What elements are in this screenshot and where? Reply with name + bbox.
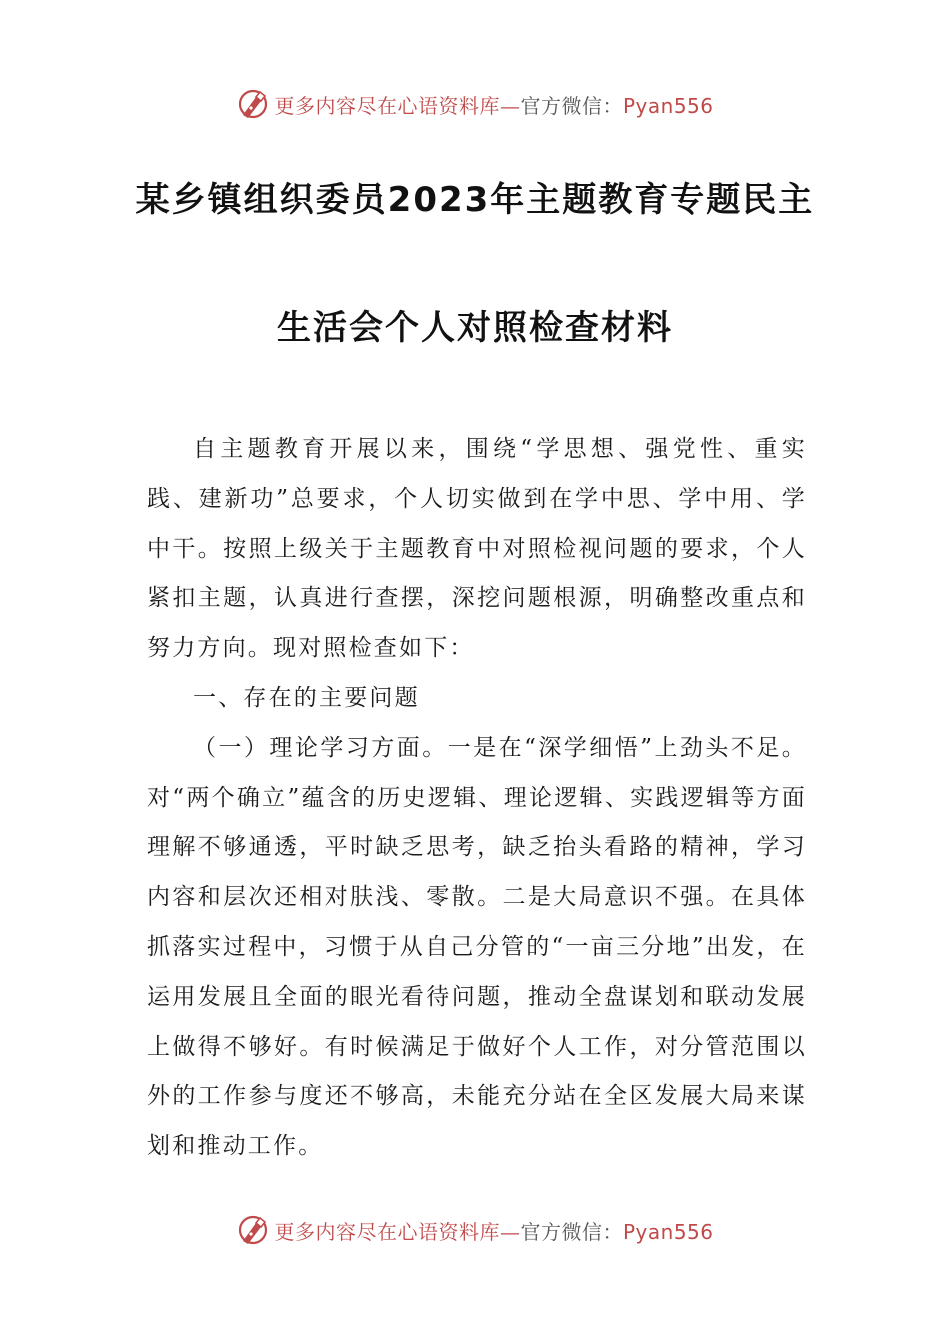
- pen-nib-circle-icon: [236, 87, 270, 121]
- document-body: [147, 425, 807, 1172]
- watermark-dash: —: [499, 93, 521, 118]
- document-title-line-2: 生活会个人对照检查材料: [277, 308, 673, 348]
- watermark-main-text: 更多内容尽在心语资料库: [274, 1219, 500, 1244]
- watermark-text: [274, 90, 713, 119]
- document-title-line-1: 某乡镇组织委员2023年主题教育专题民主: [135, 180, 815, 220]
- pen-nib-circle-icon: [236, 1213, 270, 1247]
- watermark-main-text: 更多内容尽在心语资料库: [274, 93, 500, 118]
- watermark-wechat-id: Pyan556: [622, 1219, 714, 1244]
- watermark-dash: —: [499, 1219, 521, 1244]
- watermark-wechat-id: Pyan556: [622, 93, 714, 118]
- watermark-text: [274, 1216, 713, 1245]
- header-watermark: [0, 84, 950, 124]
- intro-paragraph: 自主题教育开展以来，围绕“学思想、强党性、重实践、建新功”总要求，个人切实做到在学中思、学中用、学中干。按照上级关于主题教育中对照检视问题的要求，个人紧扣主题，认真进行查摆，深挖问题根源，明确整改重点和努力方向。现对照检查如下：: [147, 436, 807, 662]
- section-heading: 一、存在的主要问题: [193, 684, 420, 711]
- theory-study-paragraph: （一）理论学习方面。一是在“深学细悟”上劲头不足。对“两个确立”蕴含的历史逻辑、理论逻辑、实践逻辑等方面理解不够通透，平时缺乏思考，缺乏抬头看路的精神，学习内容和层次还相对肤浅、零散。二是大局意识不强。在具体抓落实过程中，习惯于从自己分管的“一亩三分地”出发，在运用发展且全面的眼光看待问题，推动全盘谋划和联动发展上做得不够好。有时候满足于做好个人工作，对分管范围以外的工作参与度还不够高，未能充分站在全区发展大局来谋划和推动工作。: [147, 734, 807, 1160]
- watermark-official-label: 官方微信：: [520, 93, 623, 118]
- footer-watermark: [0, 1210, 950, 1250]
- watermark-official-label: 官方微信：: [520, 1219, 623, 1244]
